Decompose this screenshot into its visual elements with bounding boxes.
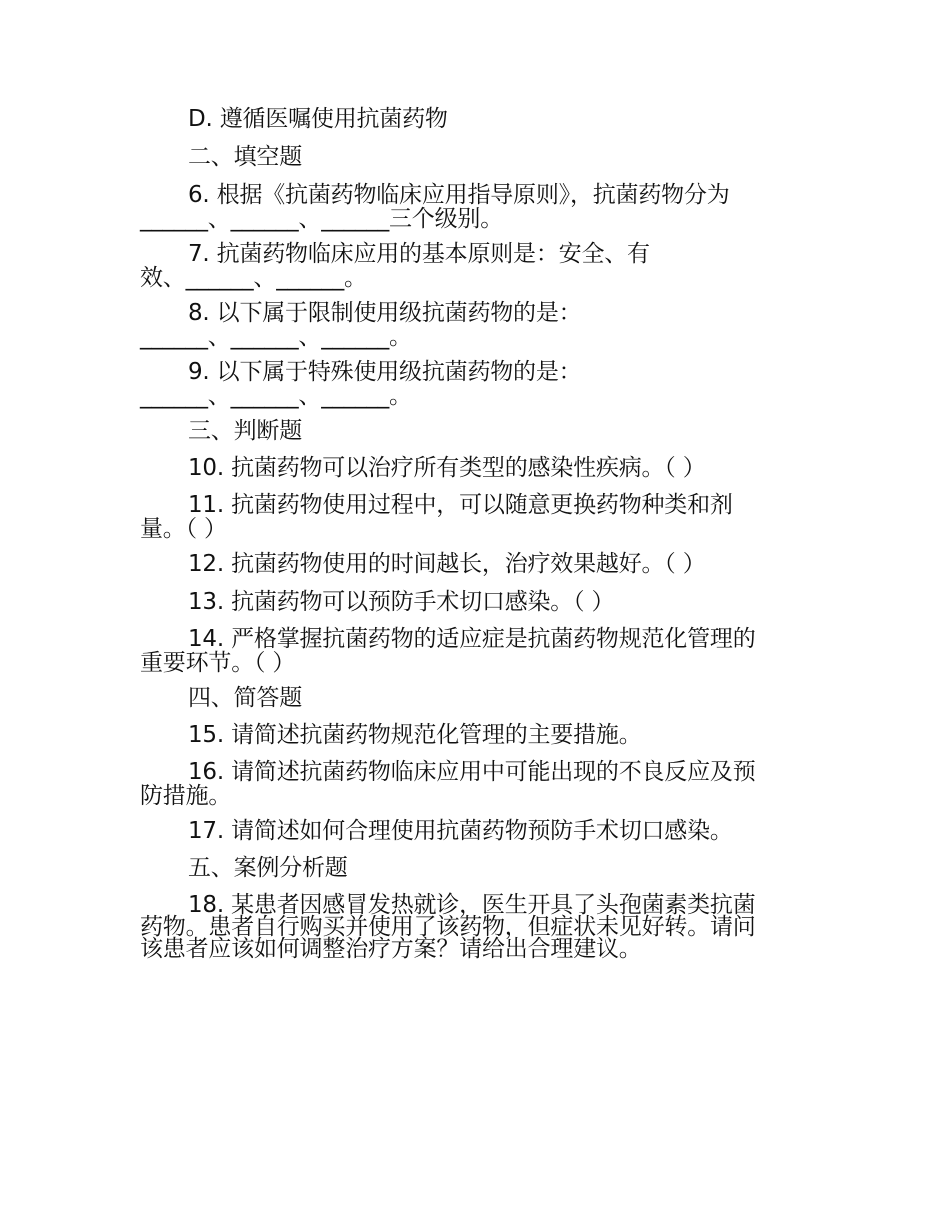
question-15-line: 15. 请简述抗菌药物规范化管理的主要措施。	[188, 722, 642, 748]
question-9-line-2: ______、______、______。	[140, 383, 412, 409]
question-13-line: 13. 抗菌药物可以预防手术切口感染。（ ）	[188, 589, 615, 615]
question-7-line-2: 效、______、______。	[140, 265, 367, 291]
question-12-line: 12. 抗菌药物使用的时间越长，治疗效果越好。（ ）	[188, 551, 706, 577]
question-8-line-1: 8. 以下属于限制使用级抗菌药物的是：	[188, 300, 582, 326]
question-6-line-2: ______、______、______三个级别。	[140, 206, 504, 232]
section-heading-short-answer: 四、简答题	[188, 685, 303, 711]
question-14-line-1: 14. 严格掌握抗菌药物的适应症是抗菌药物规范化管理的	[188, 626, 756, 652]
question-16-line-1: 16. 请简述抗菌药物临床应用中可能出现的不良反应及预	[188, 759, 756, 785]
question-17-line: 17. 请简述如何合理使用抗菌药物预防手术切口感染。	[188, 818, 733, 844]
section-heading-true-false: 三、判断题	[188, 418, 303, 444]
question-18-line-2: 药物。患者自行购买并使用了该药物，但症状未见好转。请问	[140, 914, 756, 940]
section-heading-fill-blank: 二、填空题	[188, 144, 303, 170]
question-11-line-1: 11. 抗菌药物使用过程中，可以随意更换药物种类和剂	[188, 492, 733, 518]
question-14-line-2: 重要环节。（ ）	[140, 650, 296, 676]
question-18-line-3: 该患者应该如何调整治疗方案？请给出合理建议。	[140, 936, 642, 962]
question-16-line-2: 防措施。	[140, 783, 232, 809]
question-10-line: 10. 抗菌药物可以治疗所有类型的感染性疾病。（ ）	[188, 455, 706, 481]
question-18-line-1: 18. 某患者因感冒发热就诊，医生开具了头孢菌素类抗菌	[188, 892, 756, 918]
question-9-line-1: 9. 以下属于特殊使用级抗菌药物的是：	[188, 359, 582, 385]
question-6-line-1: 6. 根据《抗菌药物临床应用指导原则》，抗菌药物分为	[188, 182, 730, 208]
question-11-line-2: 量。（ ）	[140, 516, 227, 542]
option-d-line: D. 遵循医嘱使用抗菌药物	[188, 106, 448, 132]
section-heading-case-analysis: 五、案例分析题	[188, 855, 348, 881]
question-8-line-2: ______、______、______。	[140, 324, 412, 350]
question-7-line-1: 7. 抗菌药物临床应用的基本原则是：安全、有	[188, 241, 650, 267]
